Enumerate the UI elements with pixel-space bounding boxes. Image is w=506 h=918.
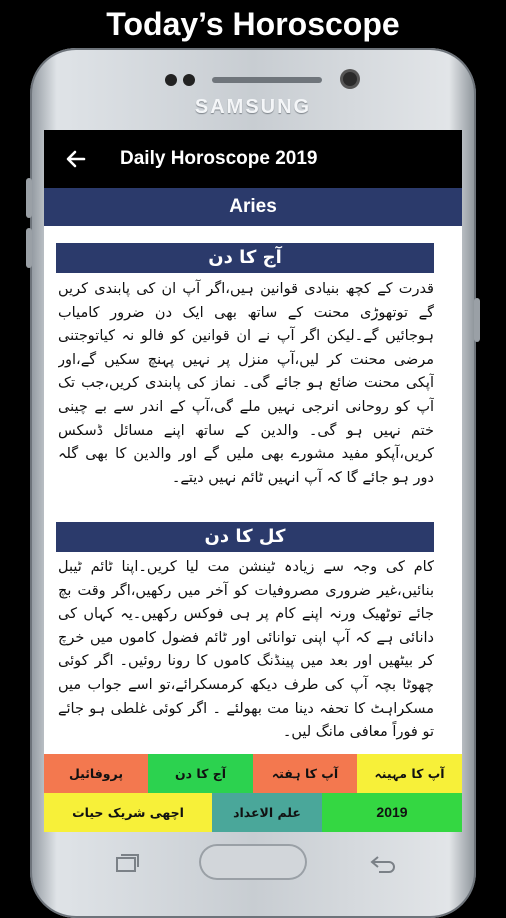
- front-camera: [343, 72, 357, 86]
- speaker-dot: [165, 74, 177, 86]
- week-button[interactable]: آپ کا ہفتہ: [253, 754, 357, 793]
- numerology-button[interactable]: علم الاعداد: [212, 793, 322, 832]
- arrow-left-icon: [64, 144, 88, 174]
- today-heading: آج کا دن: [56, 243, 434, 273]
- today-text: قدرت کے کچھ بنیادی قوانین ہیں،اگر آپ ان کی پابندی کریں گے توتھوڑی محنت کے ساتھ بھی ایک دن ضرور کامیاب ہوجائیں گے۔لیکن اگر آپ نے ان قوانین کو فالو نہ کیاتوجتنی مرضی محنت کر لیں،آپ منزل پر نہیں پہنچ سکیں گے،اور آپکی محنت ضائع ہو جائے گی۔ نماز کی پابندی کریں،جب تک آپ کو روحانی انرجی نہیں ملے گی،آپ کے اندر سے بے چینی ختم نہیں ہو گی۔ والدین کے ساتھ اپنے مسائل ڈسکس کریں،آپکو مفید مشورے بھی ملیں گے اور والدین کا بھی گلہ دور ہو جائے گا کہ آپ انہیں ٹائم نہیں دیتے۔: [58, 281, 434, 486]
- speaker-grille: [212, 77, 322, 83]
- tomorrow-heading: کل کا دن: [56, 522, 434, 552]
- device-brand: SAMSUNG: [194, 96, 312, 118]
- hardware-keys: [44, 838, 462, 890]
- home-button[interactable]: [199, 844, 307, 880]
- back-button[interactable]: [64, 144, 88, 174]
- sign-header: Aries: [44, 188, 462, 226]
- volume-button: [26, 178, 32, 218]
- app-title: Daily Horoscope 2019: [120, 148, 318, 169]
- volume-button-2: [26, 228, 32, 268]
- tomorrow-text: کام کی وجہ سے زیادہ ٹینشن مت لیا کریں۔اپنا ٹائم ٹیبل بنائیں،غیر ضروری مصروفیات کو آخر میں رکھیں،اگر وقت بچ جائے توٹھیک ورنہ اپنے کام پر ہی فوکس رکھیں۔یہ کہاں کی دانائی ہے کہ آپ اپنی توانائی اور ٹائم فضول کاموں میں خرچ کر بیٹھیں اور بعد میں پینڈنگ کاموں کا رونا روئیں۔ اگر کوئی چھوٹا بچہ آپ کی طرف دیکھ کرمسکرائے،تو اسے جواب میں مسکراہٹ کا تحفہ دینا مت بھولئے ۔ اگر کوئی غلطی ہو جائے تو فوراً معافی مانگ لیں۔: [58, 559, 434, 741]
- month-button[interactable]: آپ کا مہینہ: [357, 754, 462, 793]
- today-button[interactable]: آج کا دن: [148, 754, 253, 793]
- life-partner-button[interactable]: اچھی شریک حیات: [44, 793, 212, 832]
- screen: [44, 130, 462, 832]
- back-icon[interactable]: [369, 852, 397, 874]
- profile-button[interactable]: پروفائیل: [44, 754, 148, 793]
- power-button: [474, 298, 480, 342]
- speaker-dot: [183, 74, 195, 86]
- recent-apps-icon[interactable]: [114, 852, 140, 874]
- app-bar: [44, 130, 462, 188]
- banner: Today’s Horoscope: [106, 6, 400, 42]
- year-2019-button[interactable]: 2019: [322, 793, 462, 832]
